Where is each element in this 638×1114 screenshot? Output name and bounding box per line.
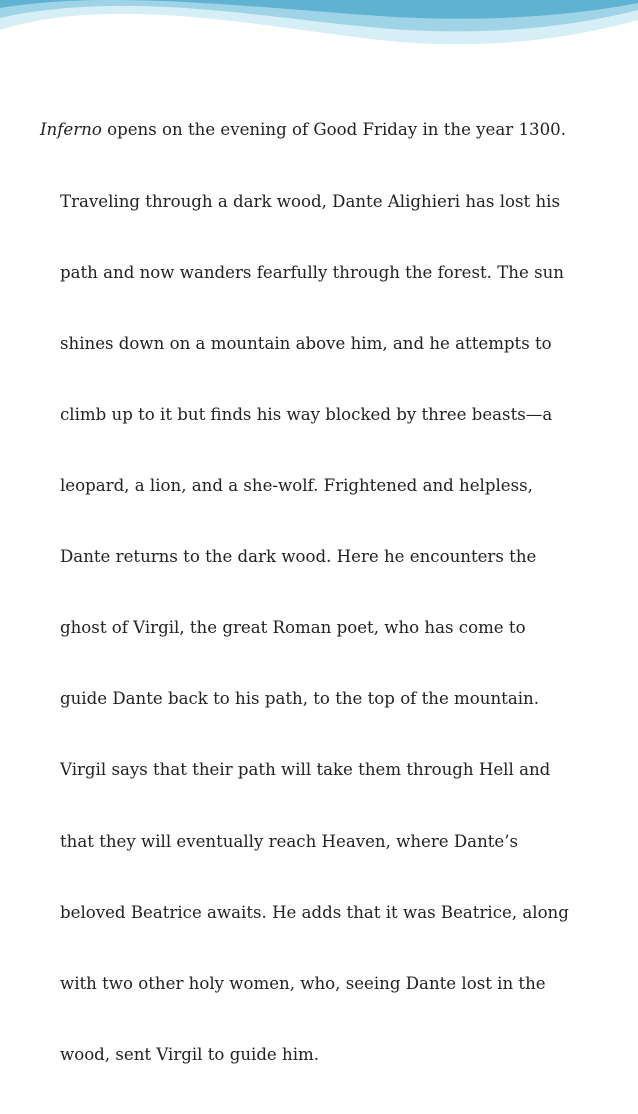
text-line-11: that they will eventually reach Heaven, where Dante’s xyxy=(60,831,519,851)
title-italic: Inferno xyxy=(40,120,102,140)
text-line-6: leopard, a lion, and a she-wolf. Frightened and helpless, xyxy=(60,475,533,495)
text-line-3: path and now wanders fearfully through the forest. The sun xyxy=(60,262,564,282)
text-line-12: beloved Beatrice awaits. He adds that it was Beatrice, along xyxy=(60,902,569,922)
text-line-13: with two other holy women, who, seeing Dante lost in the xyxy=(60,973,546,993)
text-line-5: climb up to it but finds his way blocked by three beasts—a xyxy=(60,404,553,424)
text-line-14: wood, sent Virgil to guide him. xyxy=(60,1044,320,1064)
body-paragraph xyxy=(40,71,632,1114)
text-line-4: shines down on a mountain above him, and he attempts to xyxy=(60,333,552,353)
text-line-8: ghost of Virgil, the great Roman poet, who has come to xyxy=(60,618,526,638)
text-line-1-rest: opens on the evening of Good Friday in the year 1300. xyxy=(101,120,566,140)
text-line-2: Traveling through a dark wood, Dante Alighieri has lost his xyxy=(60,191,560,211)
text-line-1 xyxy=(40,118,632,142)
text-line-7: Dante returns to the dark wood. Here he encounters the xyxy=(60,547,537,567)
text-line-9: guide Dante back to his path, to the top of the mountain. xyxy=(60,689,539,709)
header-wave-decoration xyxy=(0,0,638,60)
text-line-10: Virgil says that their path will take them through Hell and xyxy=(60,760,551,780)
